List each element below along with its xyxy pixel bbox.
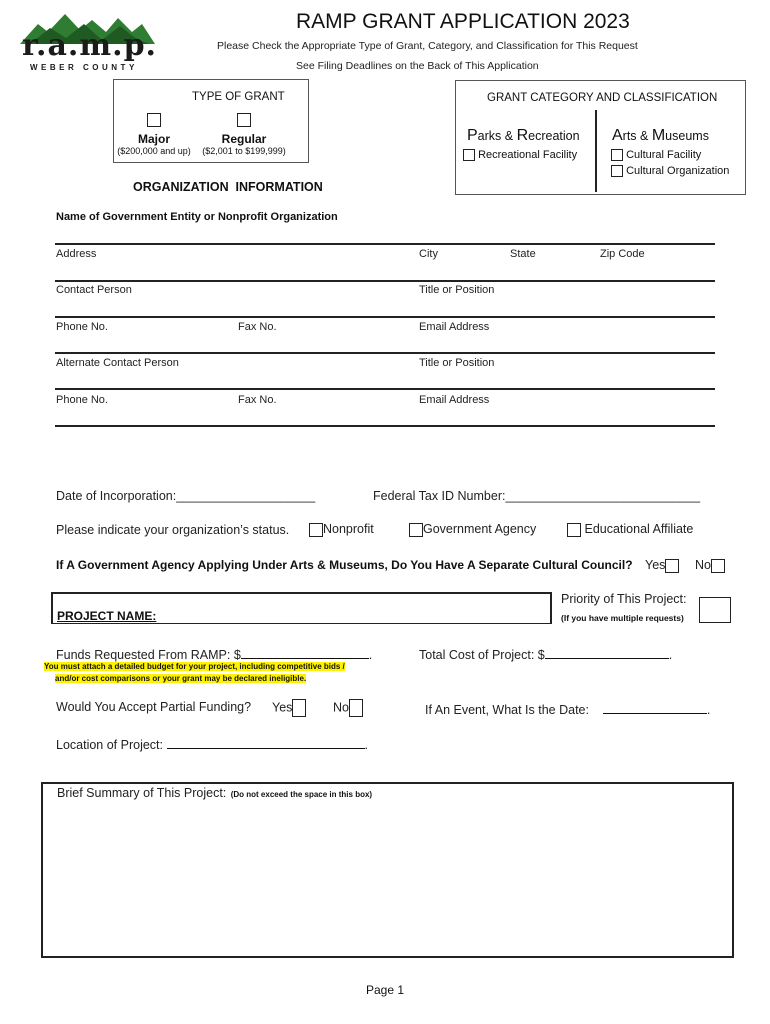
state-label: State xyxy=(510,248,536,260)
alt-fax-label: Fax No. xyxy=(238,394,277,406)
council-question: If A Government Agency Applying Under Arts & Museums, Do You Have A Separate Cultural Council? xyxy=(56,558,633,572)
educational-affiliate-checkbox[interactable] xyxy=(567,523,581,537)
educational-affiliate-label: Educational Affiliate xyxy=(584,522,694,536)
page-title: RAMP GRANT APPLICATION 2023 xyxy=(296,10,630,33)
grant-category-box xyxy=(455,80,746,195)
funds-requested[interactable]: Funds Requested From RAMP: $ . xyxy=(56,645,372,662)
rule-3 xyxy=(55,316,715,318)
cultural-organization-option[interactable] xyxy=(611,165,729,177)
rule-5 xyxy=(55,388,715,390)
grant-type-regular xyxy=(197,111,291,156)
city-label: City xyxy=(419,248,438,260)
recreational-facility-option[interactable] xyxy=(463,149,577,161)
partial-no[interactable] xyxy=(333,699,363,717)
priority-label: Priority of This Project: xyxy=(561,592,687,606)
regular-label: Regular xyxy=(221,132,267,146)
logo-wordmark: r.a.m.p. xyxy=(22,28,157,63)
email-label: Email Address xyxy=(419,321,490,333)
arts-museums-heading: Arts & Museums xyxy=(612,127,709,144)
rule-2 xyxy=(55,280,715,282)
event-date-blank[interactable] xyxy=(603,700,707,714)
total-blank[interactable] xyxy=(545,645,669,659)
status-prompt: Please indicate your organization’s status. xyxy=(56,523,290,537)
summary-label: Brief Summary of This Project: xyxy=(57,786,227,800)
council-no[interactable] xyxy=(695,558,725,573)
alt-contact-label: Alternate Contact Person xyxy=(56,357,179,369)
event-date[interactable]: If An Event, What Is the Date: . xyxy=(425,700,710,717)
location-label: Location of Project: xyxy=(56,738,164,752)
budget-note-line1: You must attach a detailed budget for your project, including competitive bids / xyxy=(44,662,345,671)
summary-box[interactable] xyxy=(41,782,734,958)
logo-county: WEBER COUNTY xyxy=(30,63,138,72)
title-position-label: Title or Position xyxy=(419,284,495,296)
location[interactable]: Location of Project: . xyxy=(56,735,368,752)
government-agency-checkbox[interactable] xyxy=(409,523,423,537)
fax-label: Fax No. xyxy=(238,321,277,333)
cultural-facility-label: Cultural Facility xyxy=(626,149,702,161)
council-no-checkbox[interactable] xyxy=(711,559,725,573)
contact-person-label: Contact Person xyxy=(56,284,132,296)
alt-email-label: Email Address xyxy=(419,394,490,406)
incorporation-field[interactable]: Date of Incorporation:____________________ xyxy=(56,489,316,503)
project-name-box[interactable] xyxy=(51,592,552,624)
regular-checkbox[interactable] xyxy=(237,113,251,127)
project-name-label: PROJECT NAME: xyxy=(57,609,157,623)
partial-yes[interactable] xyxy=(272,699,306,717)
recreational-facility-checkbox[interactable] xyxy=(463,149,475,161)
alt-title-label: Title or Position xyxy=(419,357,495,369)
regular-range: ($2,001 to $199,999) xyxy=(202,146,286,156)
council-no-label: No xyxy=(695,558,711,572)
address-label: Address xyxy=(56,248,97,260)
partial-no-checkbox[interactable] xyxy=(349,699,363,717)
rule-6 xyxy=(55,425,715,427)
org-info-heading: ORGANIZATION INFORMATION xyxy=(133,180,323,194)
ramp-logo xyxy=(20,12,155,74)
status-nonprofit[interactable] xyxy=(309,522,374,537)
grant-category-heading: GRANT CATEGORY AND CLASSIFICATION xyxy=(487,92,718,104)
zip-label: Zip Code xyxy=(600,248,645,260)
council-yes-checkbox[interactable] xyxy=(665,559,679,573)
status-government[interactable] xyxy=(409,522,536,537)
partial-yes-label: Yes xyxy=(272,700,293,715)
government-agency-label: Government Agency xyxy=(423,522,537,536)
total-cost[interactable]: Total Cost of Project: $ . xyxy=(419,645,672,662)
deadline-note: See Filing Deadlines on the Back of This Application xyxy=(296,60,539,72)
rule-1 xyxy=(55,243,715,245)
category-divider xyxy=(595,110,597,192)
grant-type-major xyxy=(114,111,194,156)
grant-type-heading: TYPE OF GRANT xyxy=(192,91,285,103)
cultural-organization-label: Cultural Organization xyxy=(626,165,730,177)
funds-blank[interactable] xyxy=(241,645,369,659)
budget-note xyxy=(44,661,345,685)
event-date-label: If An Event, What Is the Date: xyxy=(425,703,589,717)
summary-note: (Do not exceed the space in this box) xyxy=(230,790,373,799)
budget-note-line2: and/or cost comparisons or your grant may be declared ineligible. xyxy=(55,674,307,683)
cultural-facility-option[interactable] xyxy=(611,149,701,161)
priority-note: (If you have multiple requests) xyxy=(561,613,684,623)
summary-header xyxy=(57,784,372,802)
location-blank[interactable] xyxy=(167,735,365,749)
rule-4 xyxy=(55,352,715,354)
major-label: Major xyxy=(137,132,170,146)
grant-type-box xyxy=(113,79,309,163)
funds-label: Funds Requested From RAMP: $ xyxy=(56,648,241,662)
priority-input[interactable] xyxy=(699,597,731,623)
total-label: Total Cost of Project: $ xyxy=(419,648,545,662)
partial-funding-label: Would You Accept Partial Funding? xyxy=(56,700,252,714)
recreational-facility-label: Recreational Facility xyxy=(478,149,578,161)
status-educational[interactable] xyxy=(567,522,693,537)
phone-label: Phone No. xyxy=(56,321,108,333)
nonprofit-checkbox[interactable] xyxy=(309,523,323,537)
council-yes-label: Yes xyxy=(645,558,666,572)
parks-recreation-heading: Parks & Recreation xyxy=(467,127,580,144)
major-range: ($200,000 and up) xyxy=(117,146,191,156)
nonprofit-label: Nonprofit xyxy=(323,522,374,536)
cultural-organization-checkbox[interactable] xyxy=(611,165,623,177)
partial-no-label: No xyxy=(333,700,349,715)
page-subtitle: Please Check the Appropriate Type of Grant, Category, and Classification for This Request xyxy=(217,40,638,52)
cultural-facility-checkbox[interactable] xyxy=(611,149,623,161)
alt-phone-label: Phone No. xyxy=(56,394,108,406)
major-checkbox[interactable] xyxy=(147,113,161,127)
entity-name-label: Name of Government Entity or Nonprofit Organization xyxy=(56,211,338,223)
council-yes[interactable] xyxy=(645,558,679,573)
partial-yes-checkbox[interactable] xyxy=(292,699,306,717)
page-number: Page 1 xyxy=(366,983,405,997)
tax-id-field[interactable]: Federal Tax ID Number:____________________________ xyxy=(373,489,701,503)
